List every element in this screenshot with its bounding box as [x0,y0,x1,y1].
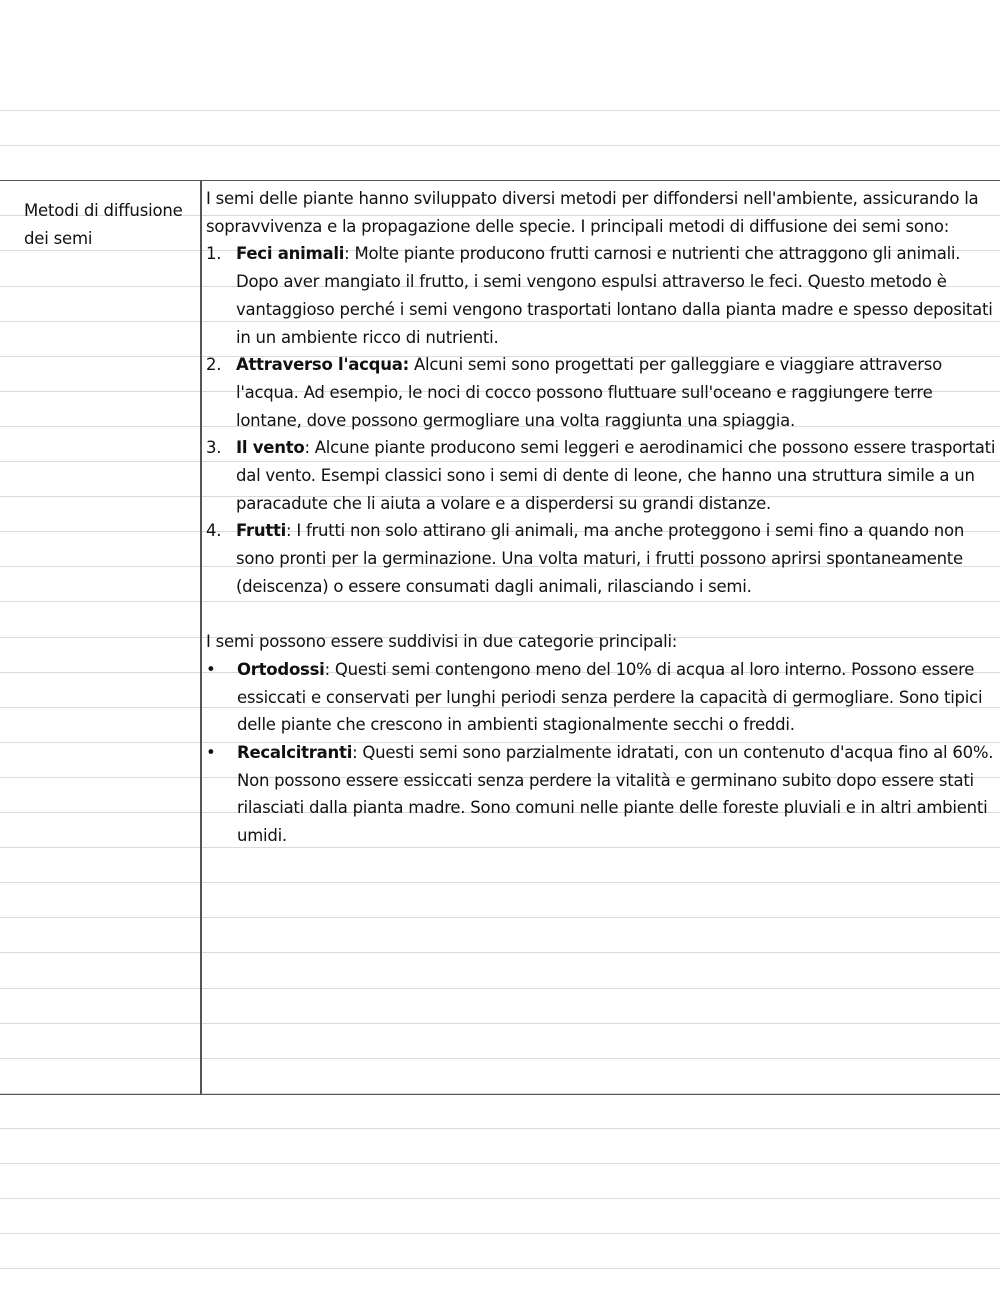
method-term: Attraverso l'acqua: [236,355,409,375]
method-item [206,351,996,434]
list-number: 4. [206,521,222,541]
topic-cell: Metodi di diffusione dei semi [24,201,183,248]
method-text: : I frutti non solo attirano gli animali, ma anche proteggono i semi fino a quando non sono pronti per la germinazione. Una volta maturi, i frutti possono aprirsi spontaneamente (deiscenza) o essere consumati dagli animali, rilasciando i semi. [236,521,965,596]
ruled-line [0,1163,1000,1164]
ruled-line [0,1233,1000,1234]
method-text: Alcuni semi sono progettati per galleggiare e viaggiare attraverso l'acqua. Ad esempio, le noci di cocco possono fluttuare sull'oceano e raggiungere terre lontane, dove possono germogliare una volta raggiunta una spiaggia. [236,355,942,430]
ruled-line [0,1198,1000,1199]
methods-list [206,240,996,600]
method-item [206,434,996,517]
ruled-line [0,145,1000,146]
ruled-line [0,1268,1000,1269]
category-item [206,656,996,739]
bullet-icon: • [206,743,216,763]
list-number: 1. [206,244,222,264]
method-text: : Molte piante producono frutti carnosi e nutrienti che attraggono gli animali. Dopo aver mangiato il frutto, i semi vengono espulsi attraverso le feci. Questo metodo è vantaggioso perché i semi vengono trasportati lontano dalla pianta madre e spesso depositati in un ambiente ricco di nutrienti. [236,244,993,347]
blank-line [206,601,996,629]
category-text: : Questi semi sono parzialmente idratati, con un contenuto d'acqua fino al 60%. Non possono essere essiccati senza perdere la vitalità e germinano subito dopo essere stati rilasciati dalla pianta madre. Sono comuni nelle piante delle foreste pluviali e in altri ambienti umidi. [237,743,994,846]
list-number: 2. [206,355,222,375]
list-number: 3. [206,438,222,458]
method-term: Feci animali [236,244,345,264]
method-term: Il vento [236,438,305,458]
method-item [206,517,996,600]
categories-intro: I semi possono essere suddivisi in due categorie principali: [206,632,678,652]
column-divider [200,181,202,1094]
category-text: : Questi semi contengono meno del 10% di acqua al loro interno. Possono essere essiccati e conservati per lunghi periodi senza perdere la capacità di germogliare. Sono tipici delle piante che crescono in ambienti stagionalmente secchi o freddi. [237,659,983,735]
category-term: Recalcitranti [237,743,353,763]
intro-paragraph: I semi delle piante hanno sviluppato diversi metodi per diffondersi nell'ambiente, assicurando la sopravvivenza e la propagazione delle specie. I principali metodi di diffusione dei semi sono: [206,189,979,236]
method-text: : Alcune piante producono semi leggeri e aerodinamici che possono essere trasportati dal vento. Esempi classici sono i semi di dente di leone, che hanno una struttura simile a un paracadute che li aiuta a volare e a disperdersi su grandi distanze. [236,438,996,513]
content-cell [206,185,996,850]
ruled-line [0,110,1000,111]
notes-table [0,180,1000,1095]
method-item [206,240,996,351]
bullet-icon: • [206,659,216,679]
category-term: Ortodossi [237,659,325,679]
category-item [206,739,996,850]
method-term: Frutti [236,521,287,541]
categories-list [206,656,996,850]
ruled-line [0,1128,1000,1129]
